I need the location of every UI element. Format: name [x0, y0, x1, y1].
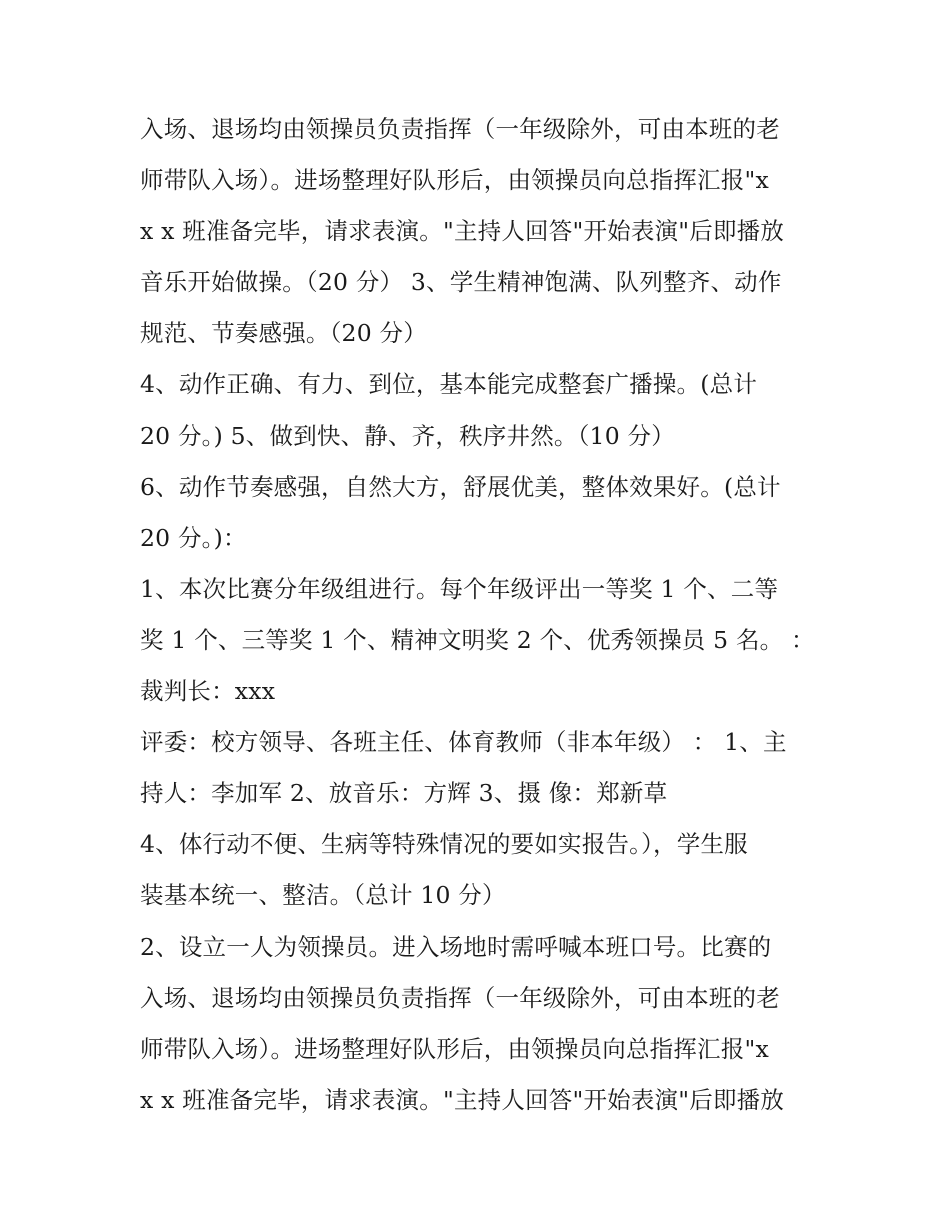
- text-line: 1、本次比赛分年级组进行。每个年级评出一等奖 1 个、二等: [140, 574, 779, 603]
- text-line: 裁判长：xxx: [140, 677, 276, 706]
- text-line: 师带队入场）。进场整理好队形后，由领操员向总指挥汇报"x: [140, 166, 769, 195]
- text-line: x x 班准备完毕，请求表演。"主持人回答"开始表演"后即播放: [140, 217, 785, 246]
- text-line: 入场、退场均由领操员负责指挥（一年级除外，可由本班的老: [140, 983, 780, 1012]
- text-line: 20 分。) 5、做到快、静、齐，秩序井然。（10 分）: [140, 421, 675, 450]
- text-line: 装基本统一、整洁。（总计 10 分）: [140, 881, 506, 910]
- text-line: 规范、节奏感强。（20 分）: [140, 319, 427, 348]
- text-line: 20 分。)：: [140, 523, 247, 552]
- text-line: 师带队入场）。进场整理好队形后，由领操员向总指挥汇报"x: [140, 1034, 769, 1063]
- text-line: 4、动作正确、有力、到位，基本能完成整套广播操。(总计: [140, 370, 758, 399]
- text-line: x x 班准备完毕，请求表演。"主持人回答"开始表演"后即播放: [140, 1085, 785, 1114]
- text-line: 4、体行动不便、生病等特殊情况的要如实报告。），学生服: [140, 830, 748, 859]
- text-line: 6、动作节奏感强，自然大方，舒展优美，整体效果好。(总计: [140, 472, 781, 501]
- text-line: 2、设立一人为领操员。进入场地时需呼喊本班口号。比赛的: [140, 932, 772, 961]
- document-body: [140, 104, 820, 1126]
- text-line: 入场、退场均由领操员负责指挥（一年级除外，可由本班的老: [140, 115, 780, 143]
- text-line: 评委：校方领导、各班主任、体育教师（非本年级） ： 1、主: [140, 728, 787, 757]
- text-line: 奖 1 个、三等奖 1 个、精神文明奖 2 个、优秀领操员 5 名。 ：: [140, 625, 815, 654]
- text-line: 持人：李加军 2、放音乐：方辉 3、摄 像：郑新草: [140, 779, 668, 808]
- text-line: 音乐开始做操。（20 分） 3、学生精神饱满、队列整齐、动作: [140, 268, 782, 297]
